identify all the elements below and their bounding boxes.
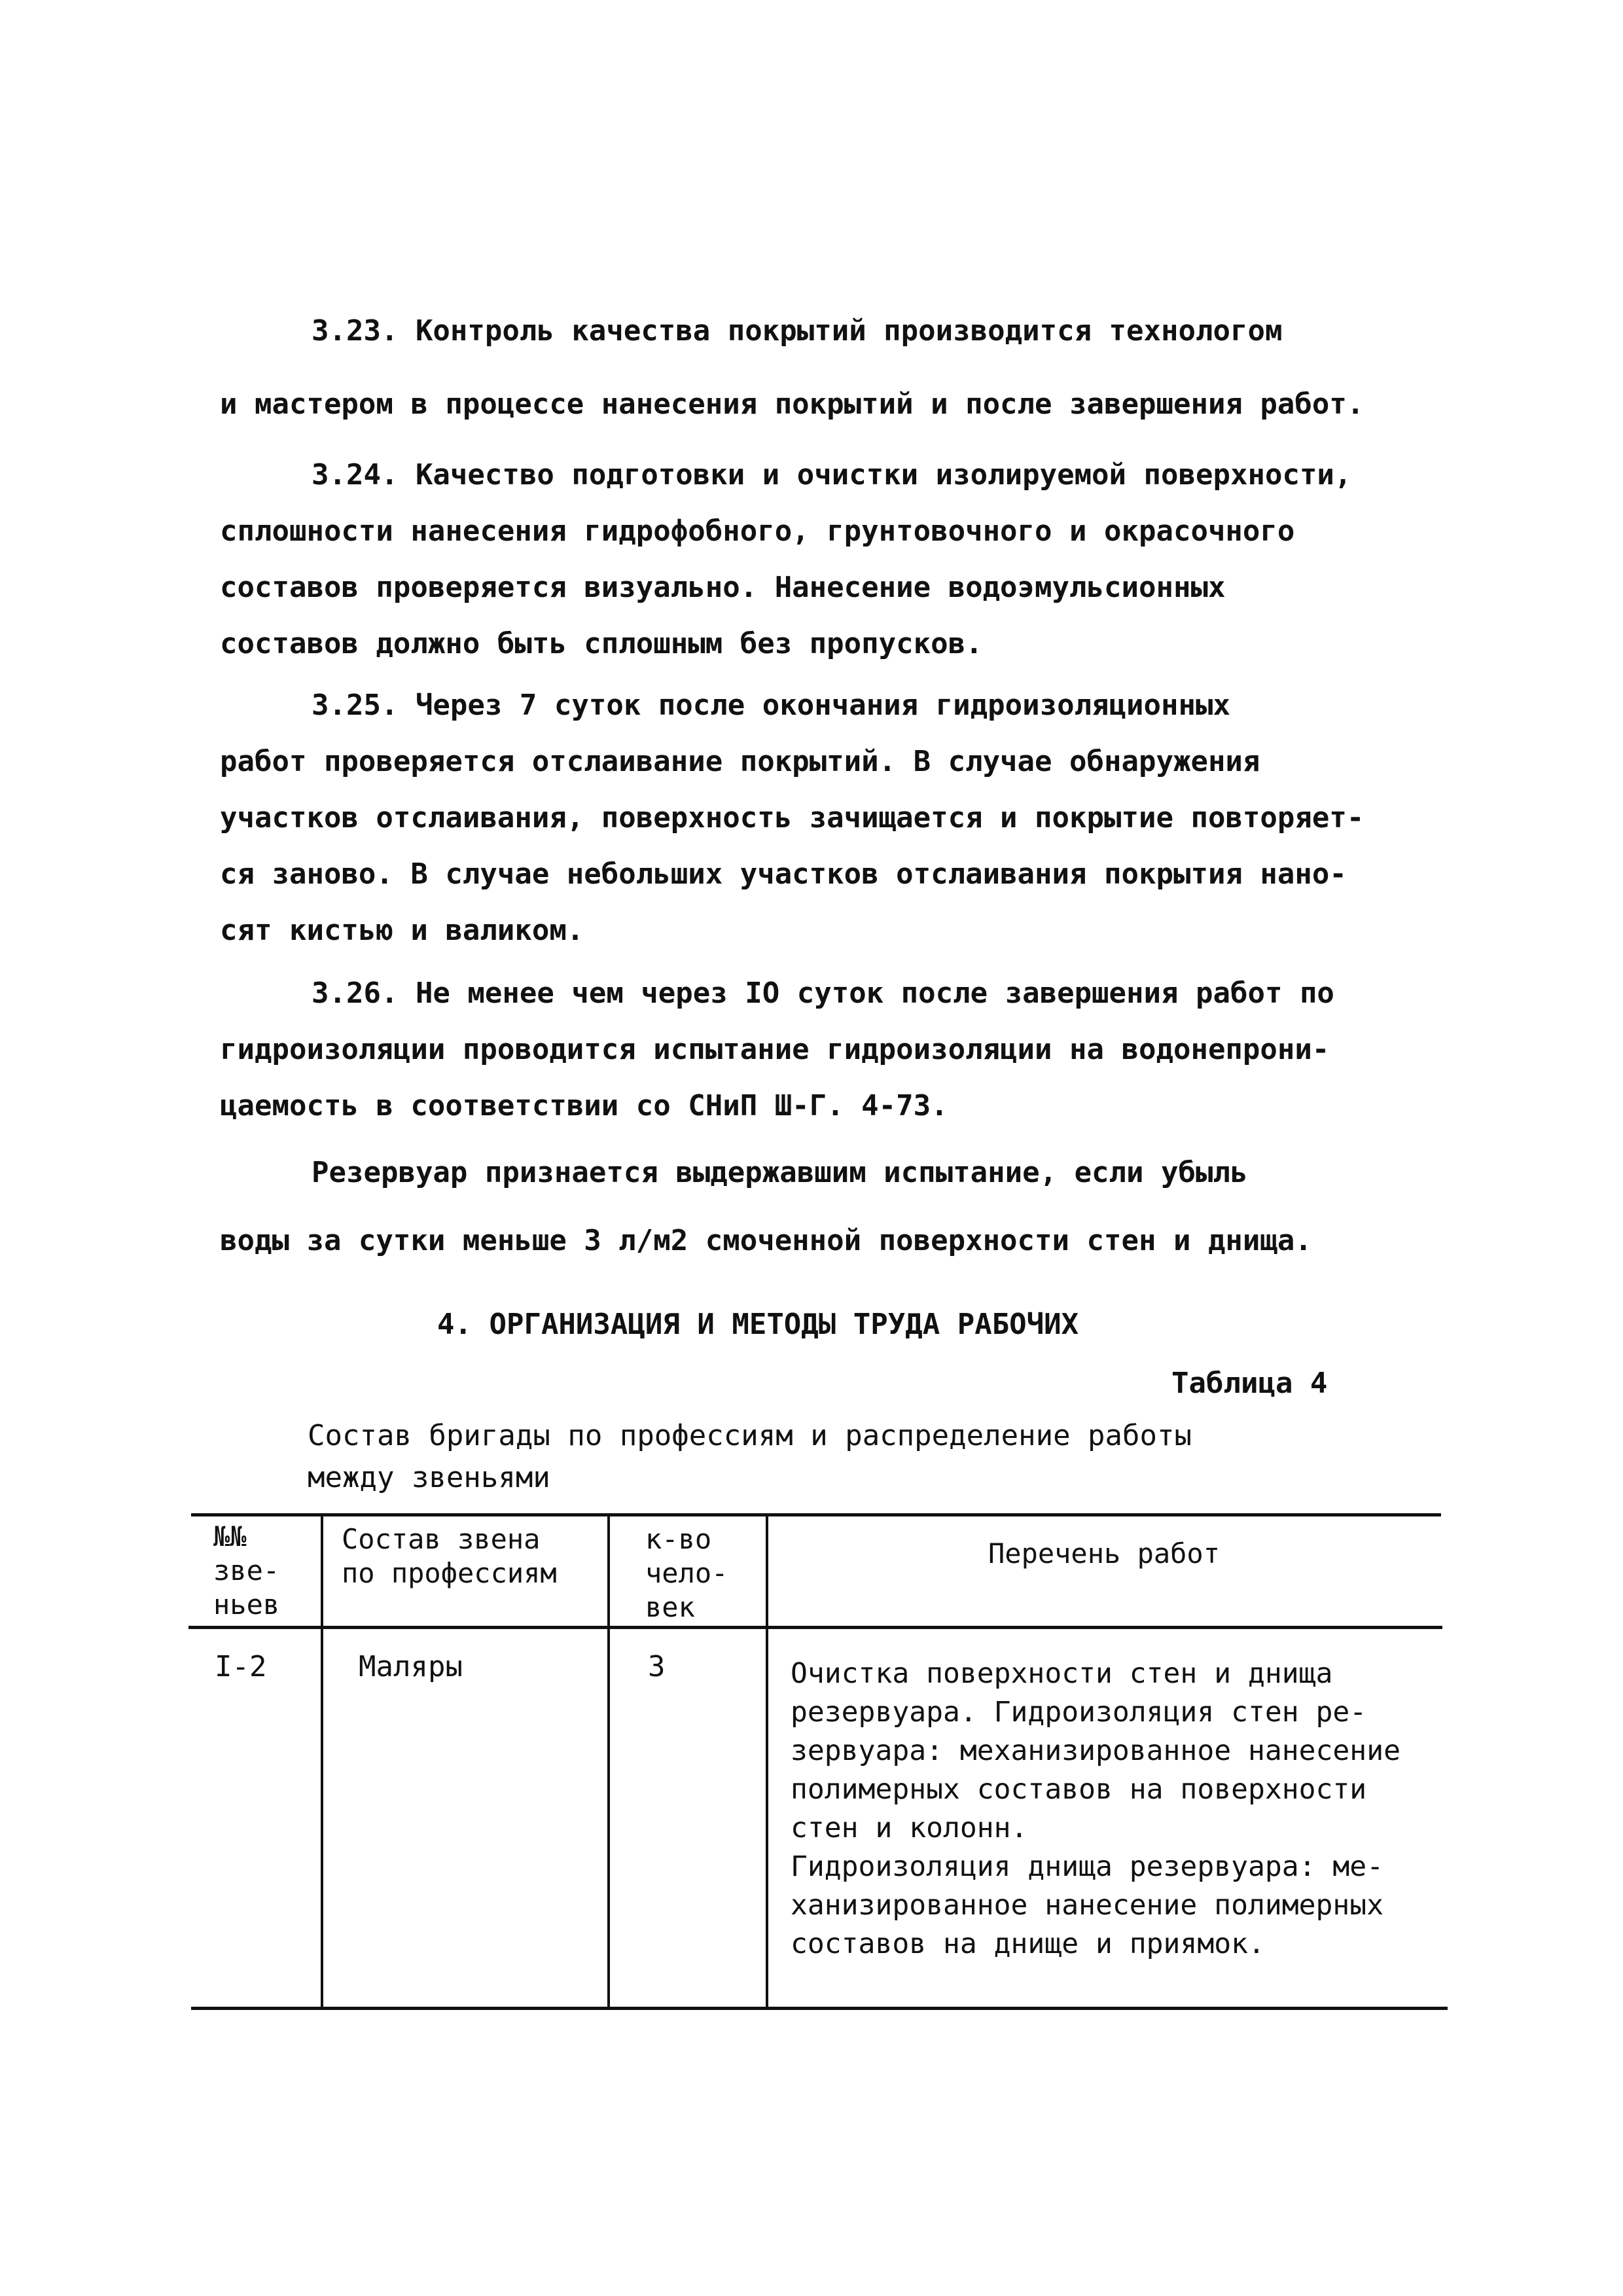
paragraph-reservoir-line-1: Резервуар признается выдержавшим испытание, если убыль (312, 1156, 1248, 1189)
table-caption-line-2: между звеньями (308, 1461, 550, 1494)
row-people-count: 3 (648, 1650, 666, 1683)
paragraph-3-26-line-3: цаемость в соответствии со СНиП Ш-Г. 4-73. (220, 1089, 948, 1122)
table-col-divider-2 (607, 1513, 610, 2009)
table-caption-line-1: Состав бригады по профессиям и распределение работы (308, 1419, 1192, 1452)
section-title: 4. ОРГАНИЗАЦИЯ И МЕТОДЫ ТРУДА РАБОЧИХ (437, 1308, 1079, 1341)
paragraph-3-25-line-4: ся заново. В случае небольших участков отслаивания покрытия нано- (220, 857, 1347, 891)
table-top-border (191, 1513, 1441, 1516)
header-work-list: Перечень работ (988, 1537, 1221, 1570)
paragraph-3-26-line-1: 3.26. Не менее чем через IO суток после завершения работ по (312, 977, 1334, 1010)
paragraph-3-25-line-2: работ проверяется отслаивание покрытий. В случае обнаружения (220, 745, 1260, 778)
paragraph-3-26-line-2: гидроизоляции проводится испытание гидроизоляции на водонепрони- (220, 1033, 1330, 1066)
paragraph-3-24-line-4: составов должно быть сплошным без пропусков. (220, 627, 983, 660)
header-unit-composition: Состав звена по профессиям (342, 1523, 557, 1589)
paragraph-3-25-line-1: 3.25. Через 7 суток после окончания гидроизоляционных (312, 689, 1230, 722)
row-unit-number: I-2 (215, 1650, 267, 1683)
table-col-divider-3 (766, 1513, 768, 2009)
paragraph-3-23-line-1: 3.23. Контроль качества покрытий производится технологом (312, 314, 1283, 348)
row-composition: Маляры (359, 1650, 463, 1683)
table-bottom-border (191, 2007, 1448, 2010)
table-col-divider-1 (321, 1513, 323, 2009)
row-work-list: Очистка поверхности стен и днища резервуара. Гидроизоляция стен ре- зервуара: механизированное нанесение полимерных составов на поверхности стен и колонн. Гидроизоляция днища резервуара: ме- ханизированное нанесение полимерных составов на днище и приямок. (791, 1657, 1400, 1960)
header-unit-number: №№ зве- ньев (213, 1520, 280, 1621)
table-number-label: Таблица 4 (1171, 1367, 1328, 1400)
paragraph-3-24-line-2: сплошности нанесения гидрофобного, грунтовочного и окрасочного (220, 514, 1295, 548)
header-people-count: к-во чело- век (645, 1523, 728, 1623)
paragraph-3-25-line-3: участков отслаивания, поверхность зачищается и покрытие повторяет- (220, 801, 1364, 834)
paragraph-3-24-line-1: 3.24. Качество подготовки и очистки изолируемой поверхности, (312, 458, 1352, 492)
paragraph-3-24-line-3: составов проверяется визуально. Нанесение водоэмульсионных (220, 571, 1226, 604)
paragraph-reservoir-line-2: воды за сутки меньше 3 л/м2 смоченной поверхности стен и днища. (220, 1224, 1312, 1257)
paragraph-3-25-line-5: сят кистью и валиком. (220, 914, 584, 947)
table-header-border (188, 1626, 1442, 1629)
paragraph-3-23-line-2: и мастером в процессе нанесения покрытий и после завершения работ. (220, 387, 1364, 421)
